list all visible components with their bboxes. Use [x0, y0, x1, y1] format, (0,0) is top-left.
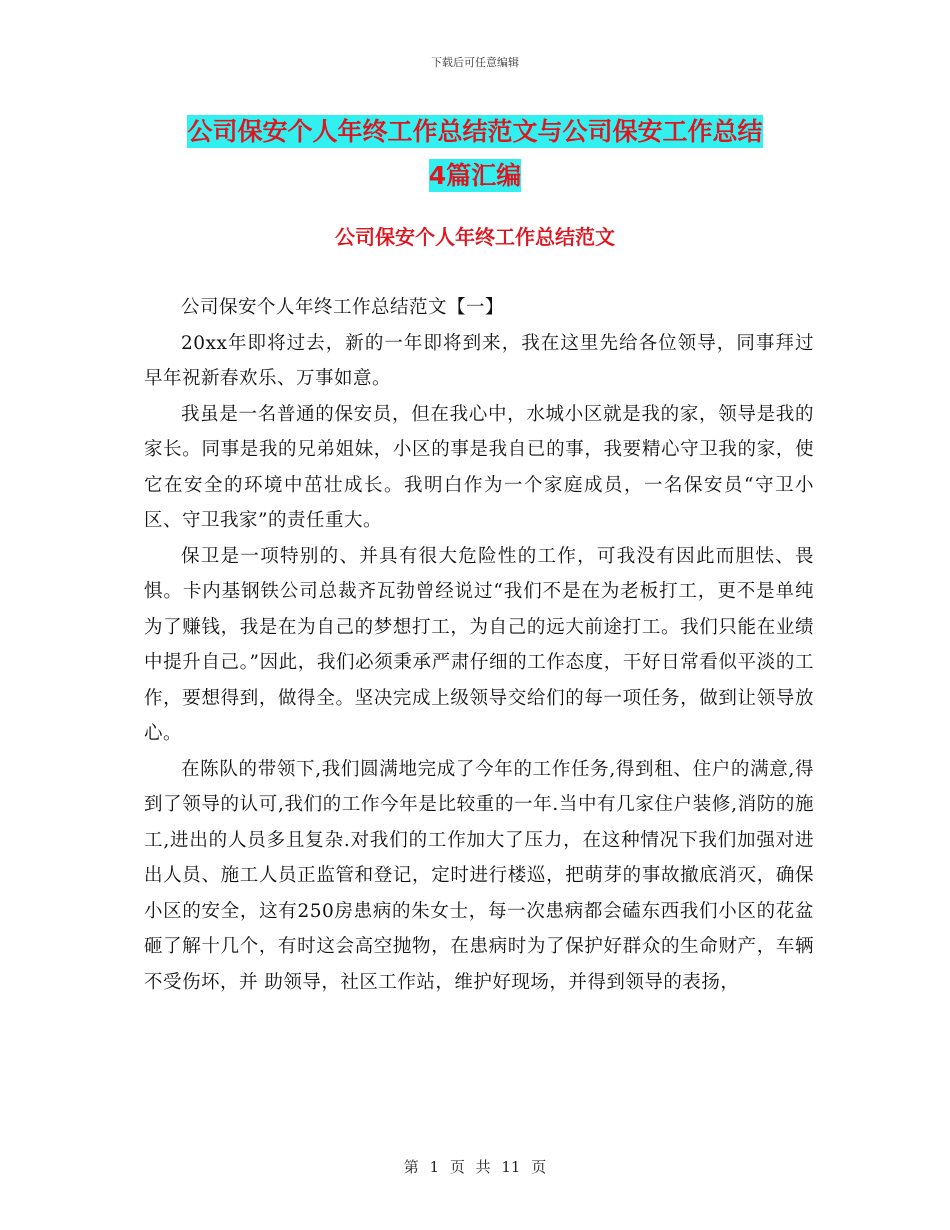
section-title: 公司保安个人年终工作总结范文	[335, 225, 615, 249]
header-note: 下载后可任意编辑	[431, 56, 519, 69]
page-number-footer: 第 1 页 共 11 页	[403, 1158, 547, 1176]
document-title	[0, 110, 950, 198]
paragraph: 我虽是一名普通的保安员，但在我心中，水城小区就是我的家，领导是我的家长。同事是我的兄弟姐妹，小区的事是我自已的事，我要精心守卫我的家，使它在安全的环境中茁壮成长。我明白作为一个家庭成员，一名保安员“守卫小区、守卫我家”的责任重大。	[144, 403, 814, 531]
title-line-1: 公司保安个人年终工作总结范文与公司保安工作总结	[187, 117, 763, 146]
paragraph: 在陈队的带领下,我们圆满地完成了今年的工作任务,得到租、住户的满意,得到了领导的认可,我们的工作今年是比较重的一年.当中有几家住户装修,消防的施工,进出的人员多且复杂.对我们的工作加大了压力，在这种情况下我们加强对进出人员、施工人员正监管和登记，定时进行楼巡，把萌芽的事故撤底消灭，确保小区的安全，这有250房患病的朱女士，每一次患病都会磕东西我们小区的花盆砸了解十几个，有时这会高空抛物，在患病时为了保护好群众的生命财产，车辆不受伤坏，并 助领导，社区工作站，维护好现场，并得到领导的表扬，	[144, 758, 814, 993]
paragraph: 20xx年即将过去，新的一年即将到来，我在这里先给各位领导，同事拜过早年祝新春欢乐、万事如意。	[144, 332, 814, 389]
paragraph: 保卫是一项特别的、并具有很大危险性的工作，可我没有因此而胆怯、畏惧。卡内基钢铁公司总裁齐瓦勃曾经说过“我们不是在为老板打工，更不是单纯为了赚钱，我是在为自己的梦想打工，为自己的远大前途打工。我们只能在业绩中提升自己。”因此，我们必须秉承严肃仔细的工作态度，干好日常看似平淡的工作，要想得到，做得全。坚决完成上级领导交给们的每一项任务，做到让领导放心。	[144, 545, 814, 744]
paragraph-subheading: 公司保安个人年终工作总结范文【一】	[181, 297, 505, 318]
document-body	[144, 290, 814, 1000]
title-line-2: 4篇汇编	[428, 161, 522, 190]
